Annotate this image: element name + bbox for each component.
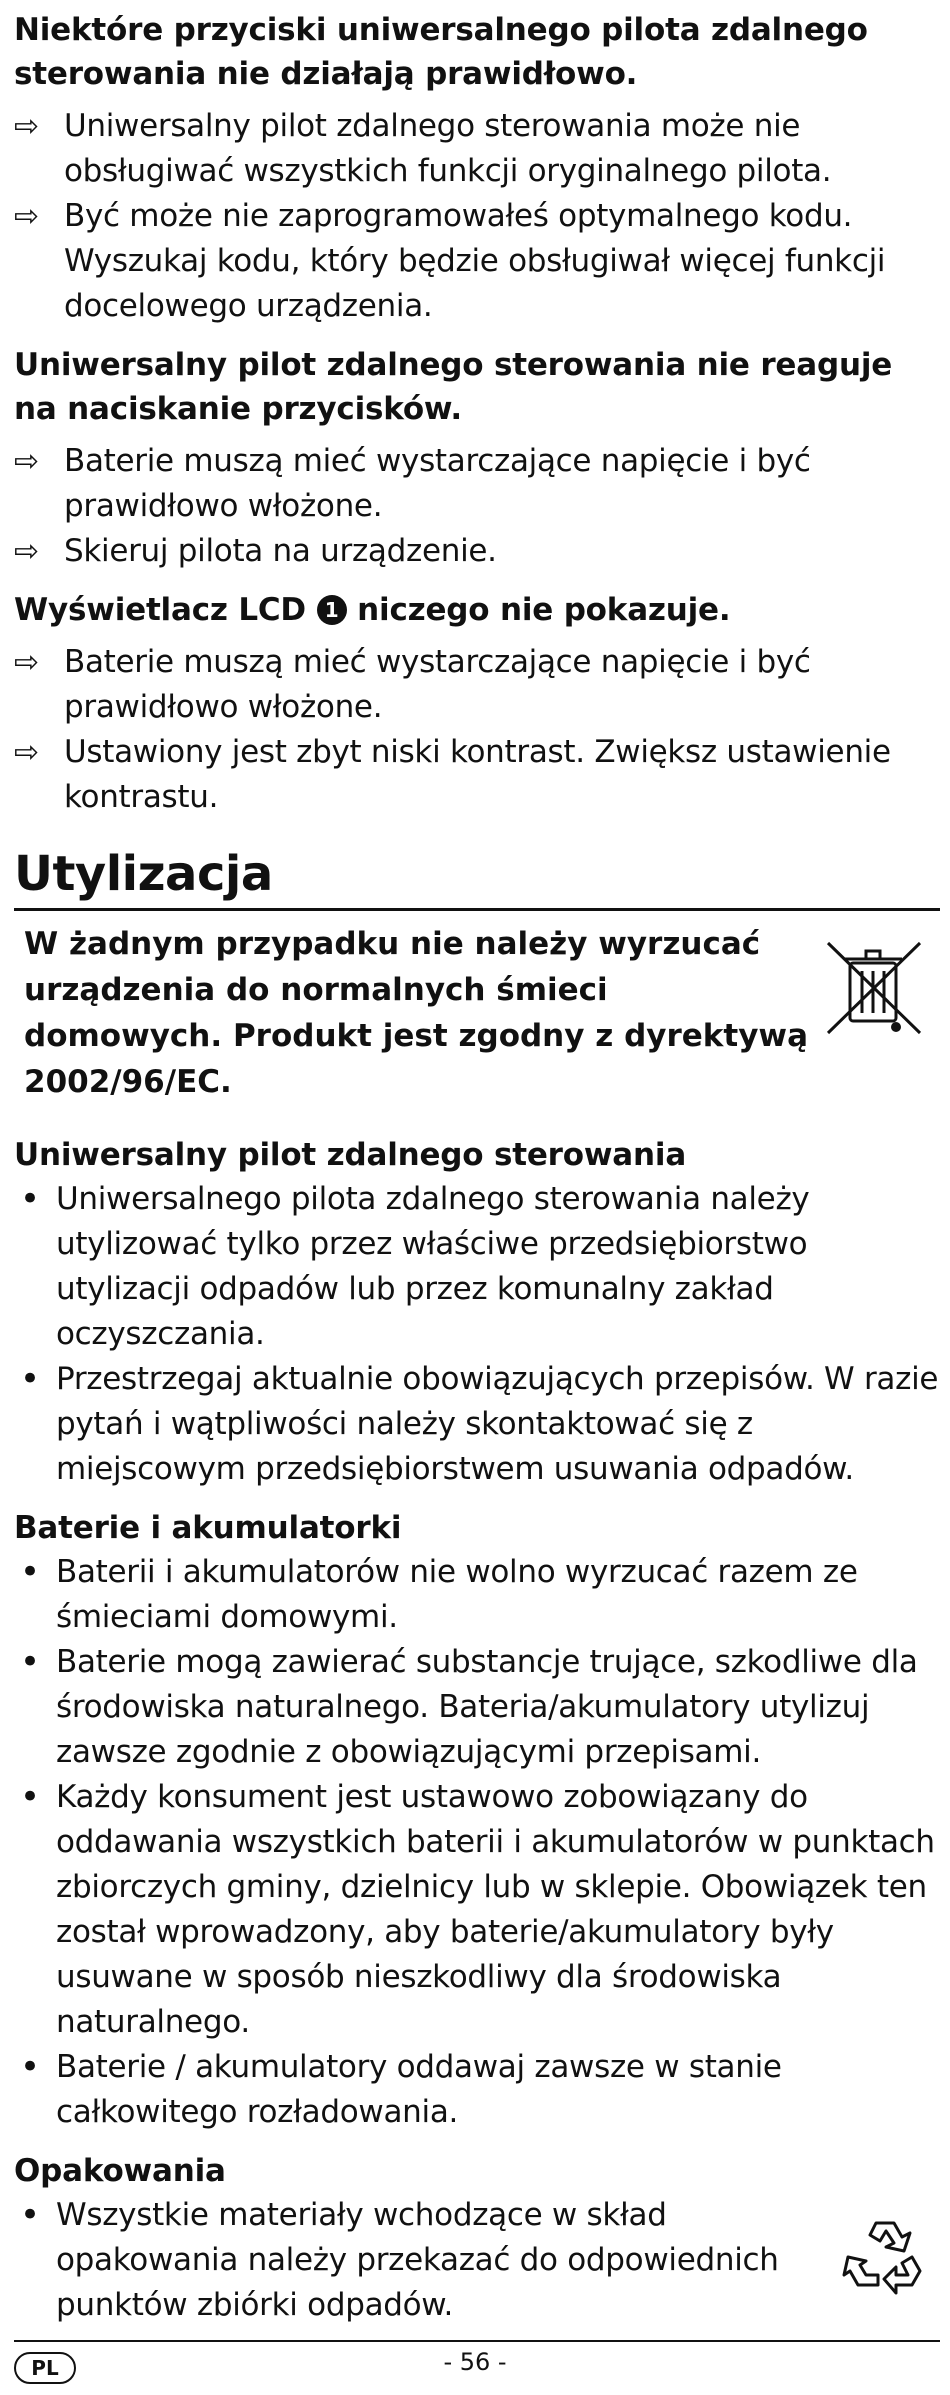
- trouble-item: ⇨ Ustawiony jest zbyt niski kontrast. Zwiększ ustawienie kontrastu.: [14, 730, 940, 820]
- trouble-section-2: [14, 343, 940, 574]
- disposal-item: • Baterie mogą zawierać substancje trujące, szkodliwe dla środowiska naturalnego. Bateria/akumulatory utylizuj zawsze zgodnie z obowiązującymi przepisami.: [14, 1640, 940, 1775]
- disposal-item: • Baterii i akumulatorów nie wolno wyrzucać razem ze śmieciami domowymi.: [14, 1550, 940, 1640]
- disposal-section-remote: [14, 1133, 940, 1492]
- disposal-item: • Baterie / akumulatory oddawaj zawsze w stanie całkowitego rozładowania.: [14, 2045, 940, 2135]
- trouble-item: ⇨ Baterie muszą mieć wystarczające napięcie i być prawidłowo włożone.: [14, 439, 940, 529]
- manual-page: [14, 8, 940, 2328]
- trouble-heading-2: Uniwersalny pilot zdalnego sterowania nie reaguje na naciskanie przycisków.: [14, 347, 893, 427]
- crossed-out-wheelie-bin-icon: [820, 933, 930, 1043]
- bullet-icon: •: [20, 2047, 41, 2087]
- bullet-icon: •: [20, 1642, 41, 1682]
- bullet-icon: •: [20, 1359, 41, 1399]
- arrow-icon: ⇨: [14, 534, 40, 569]
- disposal-warning-text: W żadnym przypadku nie należy wyrzucać urządzenia do normalnych śmieci domowych. Produkt jest zgodny z dyrektywą 2002/96/EC.: [24, 926, 808, 1100]
- disposal-item: • Uniwersalnego pilota zdalnego sterowania należy utylizować tylko przez właściwe przedsiębiorstwo utylizacji odpadów lub przez komunalny zakład oczyszczania.: [14, 1177, 940, 1357]
- disposal-heading-batteries: Baterie i akumulatorki: [14, 1510, 402, 1546]
- language-badge: PL: [14, 2352, 76, 2384]
- trouble-item: ⇨ Baterie muszą mieć wystarczające napięcie i być prawidłowo włożone.: [14, 640, 940, 730]
- disposal-item: • Przestrzegaj aktualnie obowiązujących przepisów. W razie pytań i wątpliwości należy skontaktować się z miejscowym przedsiębiorstwem usuwania odpadów.: [14, 1357, 940, 1492]
- bullet-icon: •: [20, 1777, 41, 1817]
- trouble-item: ⇨ Uniwersalny pilot zdalnego sterowania może nie obsługiwać wszystkich funkcji oryginalnego pilota.: [14, 104, 940, 194]
- disposal-section-packaging: [14, 2149, 940, 2328]
- arrow-icon: ⇨: [14, 109, 40, 144]
- disposal-item: • Każdy konsument jest ustawowo zobowiązany do oddawania wszystkich baterii i akumulatorów w punktach zbiorczych gminy, dzielnicy lub w sklepie. Obowiązek ten został wprowadzony, aby baterie/akumulatory były usuwane w sposób nieszkodliwy dla środowiska naturalnego.: [14, 1775, 940, 2045]
- trouble-item: ⇨ Skieruj pilota na urządzenie.: [14, 529, 940, 574]
- section-title: Utylizacja: [14, 846, 273, 902]
- disposal-warning-box: [14, 908, 940, 1105]
- footer-divider: [14, 2340, 940, 2342]
- bullet-icon: •: [20, 1179, 41, 1219]
- trouble-section-1: [14, 8, 940, 329]
- disposal-section-batteries: [14, 1506, 940, 2135]
- arrow-icon: ⇨: [14, 444, 40, 479]
- disposal-item: • Wszystkie materiały wchodzące w skład opakowania należy przekazać do odpowiednich punktów zbiórki odpadów.: [14, 2193, 814, 2328]
- arrow-icon: ⇨: [14, 199, 40, 234]
- arrow-icon: ⇨: [14, 735, 40, 770]
- disposal-heading-remote: Uniwersalny pilot zdalnego sterowania: [14, 1137, 687, 1173]
- bullet-icon: •: [20, 1552, 41, 1592]
- trouble-item: ⇨ Być może nie zaprogramowałeś optymalnego kodu. Wyszukaj kodu, który będzie obsługiwał więcej funkcji docelowego urządzenia.: [14, 194, 940, 329]
- trouble-heading-3: Wyświetlacz LCD 1 niczego nie pokazuje.: [14, 592, 731, 628]
- recycling-icon: [840, 2209, 930, 2299]
- page-number: - 56 -: [443, 2348, 507, 2376]
- callout-number-icon: 1: [317, 595, 347, 625]
- trouble-heading-1: Niektóre przyciski uniwersalnego pilota zdalnego sterowania nie działają prawidłowo.: [14, 12, 868, 92]
- disposal-heading-packaging: Opakowania: [14, 2153, 226, 2189]
- arrow-icon: ⇨: [14, 645, 40, 680]
- bullet-icon: •: [20, 2195, 41, 2235]
- trouble-section-3: [14, 588, 940, 820]
